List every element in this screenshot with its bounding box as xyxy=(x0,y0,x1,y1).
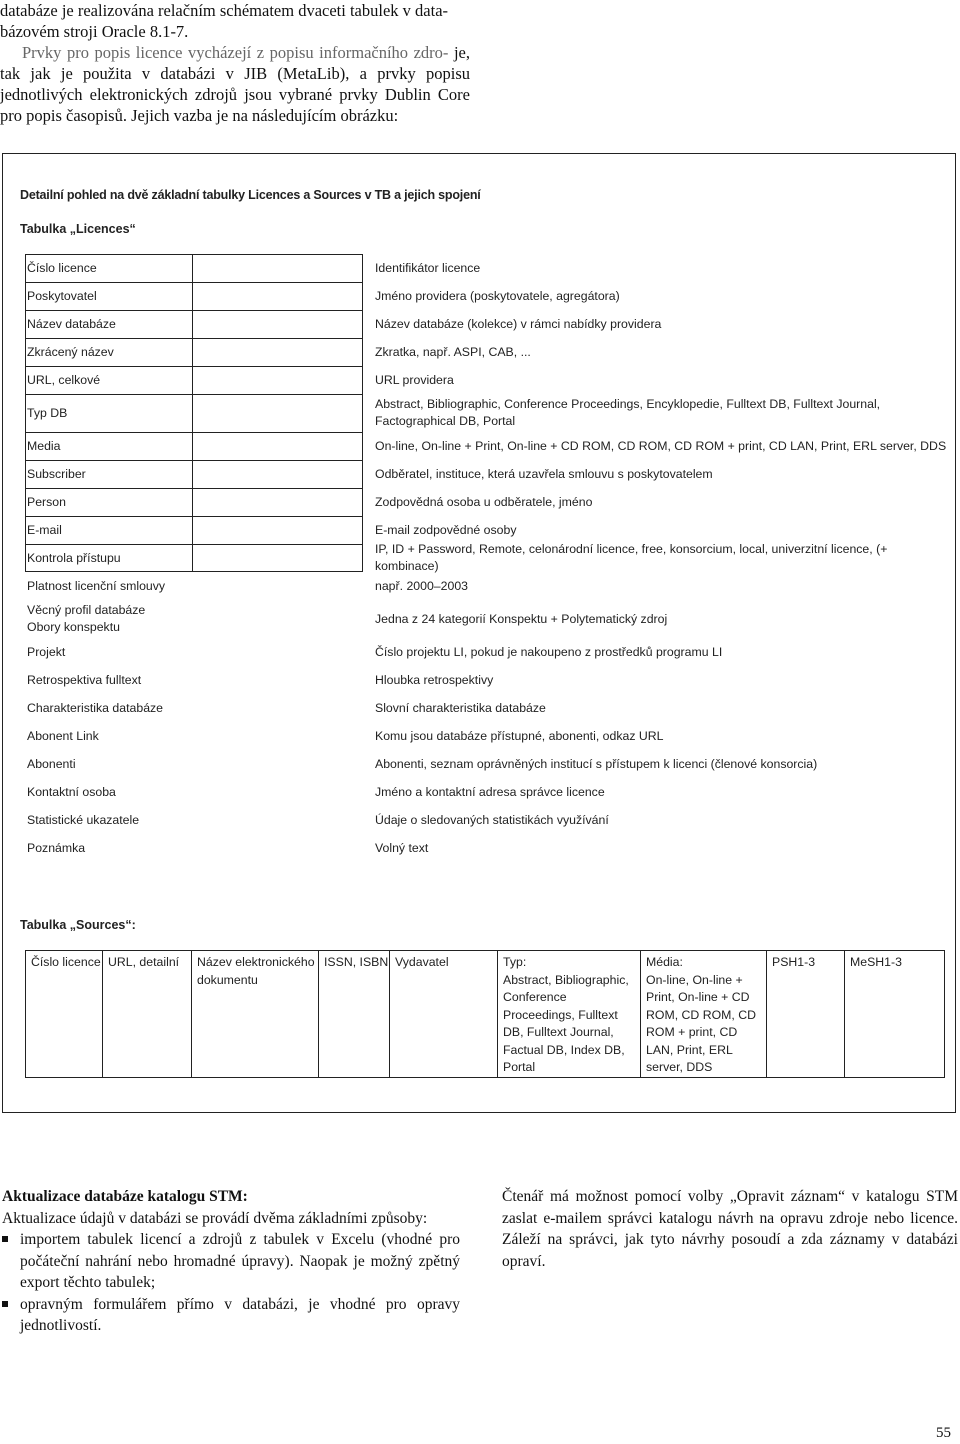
licences-row-divider xyxy=(192,255,193,282)
licences-field-label-text: Kontrola přístupu xyxy=(27,550,121,565)
licences-field-label-text: Zkrácený název xyxy=(27,344,114,359)
page-number: 55 xyxy=(936,1425,951,1441)
figure-title: Detailní pohled na dvě základní tabulky Licences a Sources v TB a jejich spojení xyxy=(20,188,481,202)
licences-field-description xyxy=(375,488,947,516)
sources-col-5: Vydavatel xyxy=(389,951,497,1077)
licences-field-label xyxy=(25,432,185,460)
licences-field-description xyxy=(375,750,947,778)
licences-field-label-text: Retrospektiva fulltext xyxy=(27,672,142,687)
licences-row xyxy=(25,834,947,862)
sources-col-9: MeSH1-3 xyxy=(844,951,944,1077)
licences-row-divider xyxy=(192,545,193,571)
licences-row xyxy=(25,722,947,750)
licences-table-title: Tabulka „Licences“ xyxy=(20,222,136,236)
sources-col-6: Typ: Abstract, Bibliographic, Conference Proceedings, Fulltext DB, Fulltext Journal, Factual DB, Index DB, Portal xyxy=(497,951,640,1077)
licences-field-label-text: E-mail xyxy=(27,522,62,537)
licences-field-label xyxy=(25,488,185,516)
licences-field-description-text: E-mail zodpovědné osoby xyxy=(375,522,517,537)
licences-field-label-text: Projekt xyxy=(27,644,66,659)
licences-field-description-text: Jedna z 24 kategorií Konspektu + Polytematický zdroj xyxy=(375,611,668,626)
update-section xyxy=(2,1186,460,1337)
intro-paragraph-2-start: Prvky pro popis licence vycházejí z popisu informačního zdro- xyxy=(22,43,449,62)
licences-field-description-text: IP, ID + Password, Remote, celonárodní licence, free, konsorcium, local, univerzitní licence, (+ kombinace) xyxy=(375,542,888,573)
licences-field-description xyxy=(375,366,947,394)
licences-row xyxy=(25,806,947,834)
sources-col-1: Číslo licence xyxy=(31,955,101,969)
licences-field-description xyxy=(375,460,947,488)
licences-field-description xyxy=(375,638,947,666)
sources-col-3: Název elektronického dokumentu xyxy=(191,951,318,1077)
update-intro: Aktualizace údajů v databázi se provádí dvěma základními způsoby: xyxy=(2,1209,428,1227)
licences-row xyxy=(25,282,947,310)
schema-figure xyxy=(2,153,956,1113)
licences-row xyxy=(25,750,947,778)
licences-field-label-text: Typ DB xyxy=(27,405,68,420)
licences-field-description-text: Zkratka, např. ASPI, CAB, ... xyxy=(375,344,531,359)
licences-field-description-text: Jméno a kontaktní adresa správce licence xyxy=(375,784,605,799)
sources-col-7: Média: On-line, On-line + Print, On-line + CD ROM, CD ROM, CD ROM + print, CD LAN, Print, ERL server, DDS xyxy=(640,951,766,1077)
licences-field-description xyxy=(375,600,947,638)
licences-field-label-text: Číslo licence xyxy=(27,260,97,275)
licences-field-description xyxy=(375,778,947,806)
licences-field-label xyxy=(25,338,185,366)
licences-field-description-text: Údaje o sledovaných statistikách využívání xyxy=(375,812,609,827)
licences-field-label xyxy=(25,544,185,572)
licences-field-label-text: Věcný profil databáze Obory konspektu xyxy=(27,603,146,634)
update-methods-list xyxy=(2,1229,460,1337)
licences-field-label-text: URL, celkové xyxy=(27,372,101,387)
licences-field-label xyxy=(25,778,185,806)
licences-row-divider xyxy=(192,311,193,338)
licences-row-divider xyxy=(192,433,193,460)
intro-line-2: bázovém stroji Oracle 8.1-7. xyxy=(0,22,189,41)
licences-row xyxy=(25,544,947,572)
licences-field-description xyxy=(375,806,947,834)
update-heading: Aktualizace databáze katalogu STM: xyxy=(2,1188,248,1205)
licences-field-description-text: např. 2000–2003 xyxy=(375,578,468,593)
licences-field-label-text: Subscriber xyxy=(27,466,86,481)
licences-field-description xyxy=(375,834,947,862)
licences-field-label xyxy=(25,366,185,394)
licences-field-description-text: Číslo projektu LI, pokud je nakoupeno z prostředků programu LI xyxy=(375,644,723,659)
licences-field-description xyxy=(375,722,947,750)
licences-field-label xyxy=(25,600,185,638)
licences-row xyxy=(25,516,947,544)
licences-row xyxy=(25,432,947,460)
licences-field-label-text: Platnost licenční smlouvy xyxy=(27,578,166,593)
licences-row xyxy=(25,694,947,722)
licences-row xyxy=(25,460,947,488)
licences-field-description xyxy=(375,516,947,544)
licences-row-divider xyxy=(192,461,193,488)
sources-table-title: Tabulka „Sources“: xyxy=(20,918,136,932)
licences-field-label-text: Poznámka xyxy=(27,840,86,855)
licences-field-label-text: Poskytovatel xyxy=(27,288,97,303)
licences-field-label xyxy=(25,722,185,750)
licences-field-description xyxy=(375,254,947,282)
licences-row xyxy=(25,394,947,432)
licences-field-label xyxy=(25,572,185,600)
sources-col-4: ISSN, ISBN xyxy=(318,951,389,1077)
sources-table xyxy=(25,950,945,1078)
licences-field-label xyxy=(25,666,185,694)
licences-field-description-text: Abstract, Bibliographic, Conference Proceedings, Encyklopedie, Fulltext DB, Fulltext Journal, Factographical DB, Portal xyxy=(375,397,881,428)
licences-row-divider xyxy=(192,339,193,366)
licences-field-description-text: Hloubka retrospektivy xyxy=(375,672,494,687)
licences-field-description-text: Název databáze (kolekce) v rámci nabídky providera xyxy=(375,316,662,331)
reader-correction-paragraph: Čtenář má možnost pomocí volby „Opravit záznam“ v katalogu STM zaslat e-mailem správci katalogu návrh na opravu zdroje nebo licence. Záleží na správci, jak tyto návrhy posoudí a zda záznamy v databázi opraví. xyxy=(502,1188,958,1270)
licences-field-description xyxy=(375,282,947,310)
licences-field-description-text: Zodpovědná osoba u odběratele, jméno xyxy=(375,494,593,509)
licences-field-label xyxy=(25,638,185,666)
licences-row xyxy=(25,254,947,282)
licences-field-description-text: Volný text xyxy=(375,840,429,855)
licences-field-label xyxy=(25,460,185,488)
licences-field-label xyxy=(25,254,185,282)
licences-field-description-text: Identifikátor licence xyxy=(375,260,481,275)
licences-row xyxy=(25,778,947,806)
licences-field-description xyxy=(375,544,947,572)
licences-field-description xyxy=(375,694,947,722)
intro-paragraph-2-rest: je, tak jak je použita v databázi v JIB (MetaLib), a prvky popisu jednotlivých elektronických zdrojů jsou vybrané prvky Dublin Core pro popis časopisů. Jejich vazba je na následujícím obrázku: xyxy=(0,43,470,125)
licences-row xyxy=(25,338,947,366)
licences-row xyxy=(25,366,947,394)
licences-field-label xyxy=(25,310,185,338)
licences-field-label-text: Abonent Link xyxy=(27,728,99,743)
licences-row-divider xyxy=(192,367,193,394)
licences-field-label-text: Person xyxy=(27,494,66,509)
licences-field-description xyxy=(375,572,947,600)
licences-row xyxy=(25,572,947,600)
licences-field-label-text: Název databáze xyxy=(27,316,116,331)
intro-paragraph-2 xyxy=(0,42,470,126)
licences-row xyxy=(25,666,947,694)
licences-field-description xyxy=(375,394,947,432)
licences-field-label-text: Abonenti xyxy=(27,756,76,771)
licences-field-description-text: URL providera xyxy=(375,372,454,387)
update-method-item: importem tabulek licencí a zdrojů z tabulek v Excelu (vhodné pro počáteční nahrání nebo hromadné úpravy). Naopak je možný zpětný export těchto tabulek; xyxy=(2,1229,460,1294)
licences-field-description-text: Odběratel, instituce, která uzavřela smlouvu s poskytovatelem xyxy=(375,466,713,481)
licences-row-divider xyxy=(192,517,193,544)
licences-field-description-text: Abonenti, seznam oprávněných institucí s přístupem k licenci (členové konsorcia) xyxy=(375,756,818,771)
licences-field-description-text: On-line, On-line + Print, On-line + CD ROM, CD ROM, CD ROM + print, CD LAN, Print, ERL server, DDS xyxy=(375,438,947,453)
licences-field-description-text: Jméno providera (poskytovatele, agregátora) xyxy=(375,288,620,303)
licences-field-label xyxy=(25,750,185,778)
licences-field-description-text: Slovní charakteristika databáze xyxy=(375,700,546,715)
licences-field-description xyxy=(375,338,947,366)
licences-row xyxy=(25,638,947,666)
licences-field-label-text: Statistické ukazatele xyxy=(27,812,140,827)
licences-row-divider xyxy=(192,283,193,310)
licences-field-description xyxy=(375,432,947,460)
licences-row xyxy=(25,600,947,638)
licences-field-description-text: Komu jsou databáze přístupné, abonenti, odkaz URL xyxy=(375,728,664,743)
intro-text xyxy=(0,0,470,126)
licences-field-label xyxy=(25,394,185,432)
sources-col-8: PSH1-3 xyxy=(766,951,844,1077)
licences-field-label-text: Media xyxy=(27,438,61,453)
licences-field-label-text: Kontaktní osoba xyxy=(27,784,116,799)
licences-row xyxy=(25,488,947,516)
licences-field-label xyxy=(25,834,185,862)
update-method-item: opravným formulářem přímo v databázi, je vhodné pro opravy jednotlivostí. xyxy=(2,1294,460,1337)
licences-field-label xyxy=(25,806,185,834)
licences-row xyxy=(25,310,947,338)
licences-field-label xyxy=(25,694,185,722)
sources-col-2: URL, detailní xyxy=(102,951,191,1077)
licences-field-description xyxy=(375,666,947,694)
licences-row-divider xyxy=(192,489,193,516)
licences-field-description xyxy=(375,310,947,338)
licences-row-divider xyxy=(192,395,193,432)
intro-line-1: databáze je realizována relačním schématem dvaceti tabulek v data- xyxy=(0,1,449,20)
licences-field-label-text: Charakteristika databáze xyxy=(27,700,164,715)
licences-field-label xyxy=(25,516,185,544)
licences-field-label xyxy=(25,282,185,310)
